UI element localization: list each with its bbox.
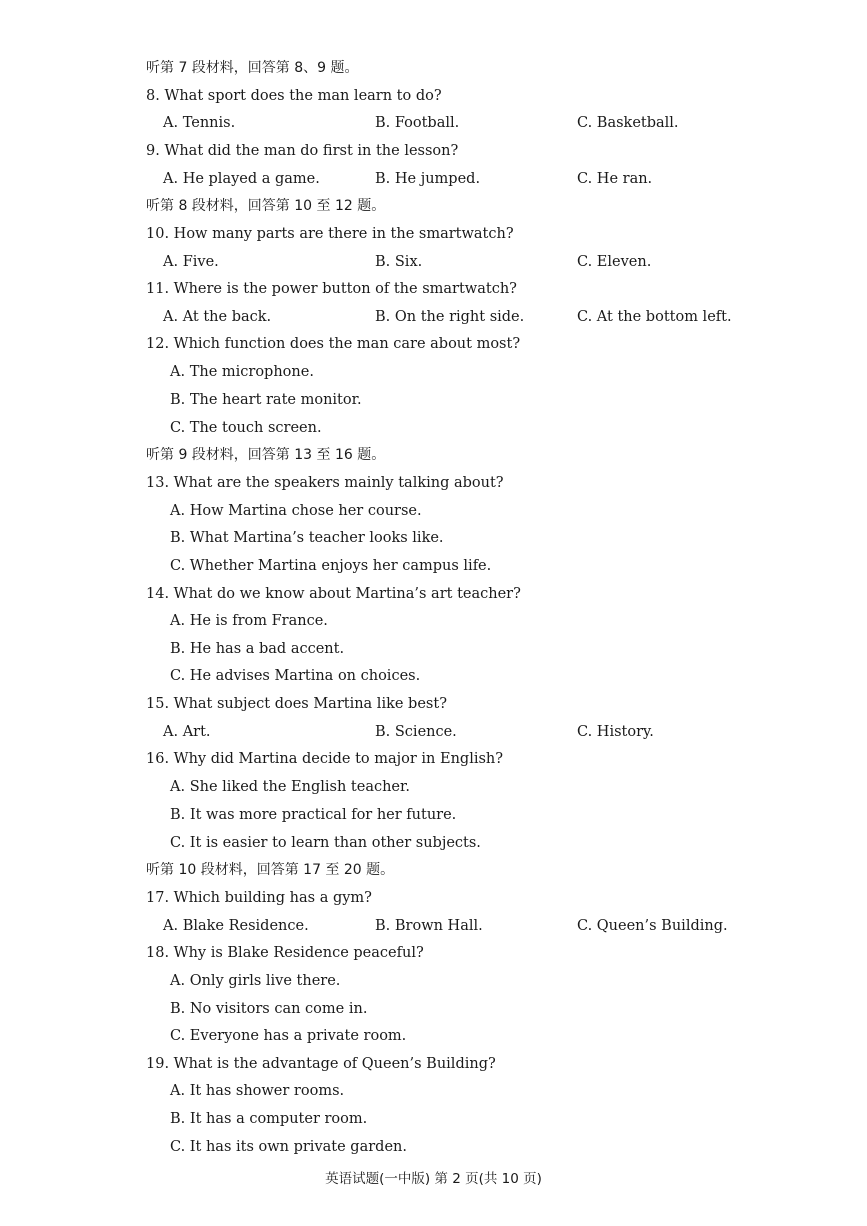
- question-8-option-c: C. Basketball.: [577, 115, 679, 131]
- question-14-option-a: A. He is from France.: [170, 613, 328, 629]
- question-8-stem: 8. What sport does the man learn to do?: [146, 88, 442, 104]
- question-11-stem: 11. Where is the power button of the smartwatch?: [146, 281, 517, 297]
- question-12-option-a: A. The microphone.: [170, 364, 314, 380]
- question-8-option-a: A. Tennis.: [163, 115, 236, 131]
- question-18-option-b: B. No visitors can come in.: [170, 1001, 368, 1017]
- question-17-option-c: C. Queen’s Building.: [577, 918, 728, 934]
- question-13-option-c: C. Whether Martina enjoys her campus life.: [170, 558, 492, 574]
- question-14-stem: 14. What do we know about Martina’s art teacher?: [146, 586, 521, 602]
- question-10-option-a: A. Five.: [163, 254, 219, 270]
- question-9-option-a: A. He played a game.: [163, 171, 320, 187]
- question-14-option-b: B. He has a bad accent.: [170, 641, 345, 657]
- question-11-option-b: B. On the right side.: [375, 309, 525, 325]
- question-18-option-c: C. Everyone has a private room.: [170, 1028, 407, 1044]
- question-15-option-b: B. Science.: [375, 724, 457, 740]
- question-19-option-c: C. It has its own private garden.: [170, 1139, 407, 1155]
- question-11-option-c: C. At the bottom left.: [577, 309, 732, 325]
- question-19-option-b: B. It has a computer room.: [170, 1111, 368, 1127]
- question-13-option-a: A. How Martina chose her course.: [170, 503, 422, 519]
- question-17-option-a: A. Blake Residence.: [163, 918, 309, 934]
- question-9-stem: 9. What did the man do first in the lesson?: [146, 143, 459, 159]
- question-15-option-a: A. Art.: [163, 724, 211, 740]
- question-13-option-b: B. What Martina’s teacher looks like.: [170, 530, 444, 546]
- question-15-option-c: C. History.: [577, 724, 654, 740]
- question-10-option-b: B. Six.: [375, 254, 423, 270]
- page-footer: 英语试题(一中版) 第 2 页(共 10 页): [325, 1171, 542, 1187]
- question-8-option-b: B. Football.: [375, 115, 460, 131]
- question-18-option-a: A. Only girls live there.: [170, 973, 341, 989]
- question-11-option-a: A. At the back.: [163, 309, 272, 325]
- question-16-stem: 16. Why did Martina decide to major in English?: [146, 751, 504, 767]
- question-14-option-c: C. He advises Martina on choices.: [170, 668, 421, 684]
- question-16-option-c: C. It is easier to learn than other subjects.: [170, 835, 481, 851]
- question-16-option-b: B. It was more practical for her future.: [170, 807, 457, 823]
- question-19-stem: 19. What is the advantage of Queen’s Building?: [146, 1056, 496, 1072]
- question-17-option-b: B. Brown Hall.: [375, 918, 483, 934]
- question-16-option-a: A. She liked the English teacher.: [170, 779, 410, 795]
- question-9-option-b: B. He jumped.: [375, 171, 481, 187]
- question-12-option-c: C. The touch screen.: [170, 420, 322, 436]
- question-13-stem: 13. What are the speakers mainly talking about?: [146, 475, 504, 491]
- question-18-stem: 18. Why is Blake Residence peaceful?: [146, 945, 424, 961]
- question-10-option-c: C. Eleven.: [577, 254, 652, 270]
- question-19-option-a: A. It has shower rooms.: [170, 1083, 345, 1099]
- question-15-stem: 15. What subject does Martina like best?: [146, 696, 447, 712]
- question-12-stem: 12. Which function does the man care about most?: [146, 336, 521, 352]
- question-10-stem: 10. How many parts are there in the smartwatch?: [146, 226, 514, 242]
- question-17-stem: 17. Which building has a gym?: [146, 890, 372, 906]
- section-heading-7: 听第 7 段材料，回答第 8、9 题。: [146, 60, 359, 76]
- section-heading-10: 听第 10 段材料，回答第 17 至 20 题。: [146, 862, 395, 878]
- question-9-option-c: C. He ran.: [577, 171, 653, 187]
- question-12-option-b: B. The heart rate monitor.: [170, 392, 362, 408]
- section-heading-9: 听第 9 段材料，回答第 13 至 16 题。: [146, 447, 386, 463]
- section-heading-8: 听第 8 段材料，回答第 10 至 12 题。: [146, 198, 386, 214]
